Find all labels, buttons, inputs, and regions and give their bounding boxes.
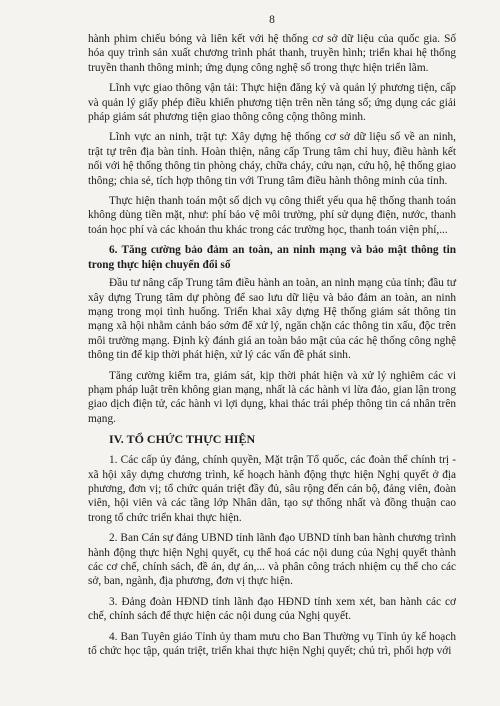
section-6-heading: 6. Tăng cường bảo đảm an toàn, an ninh mạng và bảo mật thông tin trong thực hiện chuyển đổi số: [88, 244, 456, 271]
implementation-item-4: 4. Ban Tuyên giáo Tỉnh ủy tham mưu cho Ban Thường vụ Tỉnh ủy kế hoạch tổ chức học tập, quán triệt, triển khai thực hiện Nghị quyết; chủ trì, phối hợp với: [88, 630, 456, 658]
implementation-item-1: 1. Các cấp ủy đảng, chính quyền, Mặt trận Tổ quốc, các đoàn thể chính trị - xã hội xây dựng chương trình, kế hoạch hành động thực hiện Nghị quyết ở địa phương, đơn vị; tổ chức quán triệt đầy đủ, sâu rộng đến cán bộ, đảng viên, đoàn viên, hội viên và các tầng lớp Nhân dân, tạo sự thống nhất và đồng thuận cao trong tổ chức triển khai thực hiện.: [88, 454, 456, 524]
paragraph-cyber-inspection: Tăng cường kiểm tra, giám sát, kịp thời phát hiện và xử lý nghiêm các vi phạm pháp luật trên không gian mạng, nhất là các hành vi lừa đảo, gian lận trong giao dịch điện tử, các hành vi lợi dụng, khai thác trái phép thông tin cá nhân trên mạng.: [88, 369, 456, 425]
paragraph-cashless-payment: Thực hiện thanh toán một số dịch vụ công thiết yếu qua hệ thống thanh toán không dùng tiền mặt, như: phí bảo vệ môi trường, phí sử dụng điện, nước, thanh toán học phí và các khoản thu khác trong các trường học, thanh toán viện phí,...: [88, 195, 456, 236]
paragraph-broadcasting: hành phim chiếu bóng và liên kết với hệ thống cơ sở dữ liệu của quốc gia. Số hóa quy trình sản xuất chương trình phát thanh, truyền hình; triển khai hệ thống truyền thanh thông minh; ứng dụng công nghệ số trong thực hiện triển lãm.: [88, 33, 456, 74]
paragraph-cyber-center: Đầu tư nâng cấp Trung tâm điều hành an toàn, an ninh mạng của tỉnh; đầu tư xây dựng Trung tâm dự phòng để sao lưu dữ liệu và bảo đảm an toàn, an ninh mạng trong mọi tình huống. Triển khai xây dựng Hệ thống giám sát thông tin mạng xã hội nhằm cảnh báo sớm để xử lý, ngăn chặn các thông tin xấu, độc trên môi trường mạng. Định kỳ đánh giá an toàn bảo mật của các hệ thống công nghệ thông tin để kịp thời phát hiện, xử lý các vấn đề phát sinh.: [88, 277, 457, 362]
part-4-heading: IV. TỔ CHỨC THỰC HIỆN: [109, 432, 256, 447]
paragraph-security-order: Lĩnh vực an ninh, trật tự: Xây dựng hệ thống cơ sở dữ liệu số về an ninh, trật tự trên địa bàn tỉnh. Hoàn thiện, nâng cấp Trung tâm chỉ huy, điều hành kết nối với hệ thống thông tin phòng cháy, chữa cháy, cứu nạn, cứu hộ, hệ thống giao thông; chia sẻ, tích hợp thông tin với Trung tâm điều hành thông minh của tỉnh.: [88, 131, 456, 187]
implementation-item-2: 2. Ban Cán sự đảng UBND tỉnh lãnh đạo UBND tỉnh ban hành chương trình hành động thực hiện Nghị quyết, cụ thể hoá các nội dung của Nghị quyết thành các cơ chế, chính sách, đề án, dự án,... và phân công trách nhiệm cụ thể cho các sở, ban, ngành, địa phương, đơn vị thực hiện.: [88, 532, 456, 588]
page-number: 8: [269, 14, 275, 26]
implementation-item-3: 3. Đảng đoàn HĐND tỉnh lãnh đạo HĐND tỉnh xem xét, ban hành các cơ chế, chính sách để thực hiện các nội dung của Nghị quyết.: [88, 595, 456, 623]
paragraph-transport: Lĩnh vực giao thông vận tải: Thực hiện đăng ký và quản lý phương tiện, cấp và quản lý giấy phép điều khiển phương tiện trên nền tảng số; ứng dụng các giải pháp giám sát phương tiện giao thông công cộng thông minh.: [88, 82, 456, 124]
